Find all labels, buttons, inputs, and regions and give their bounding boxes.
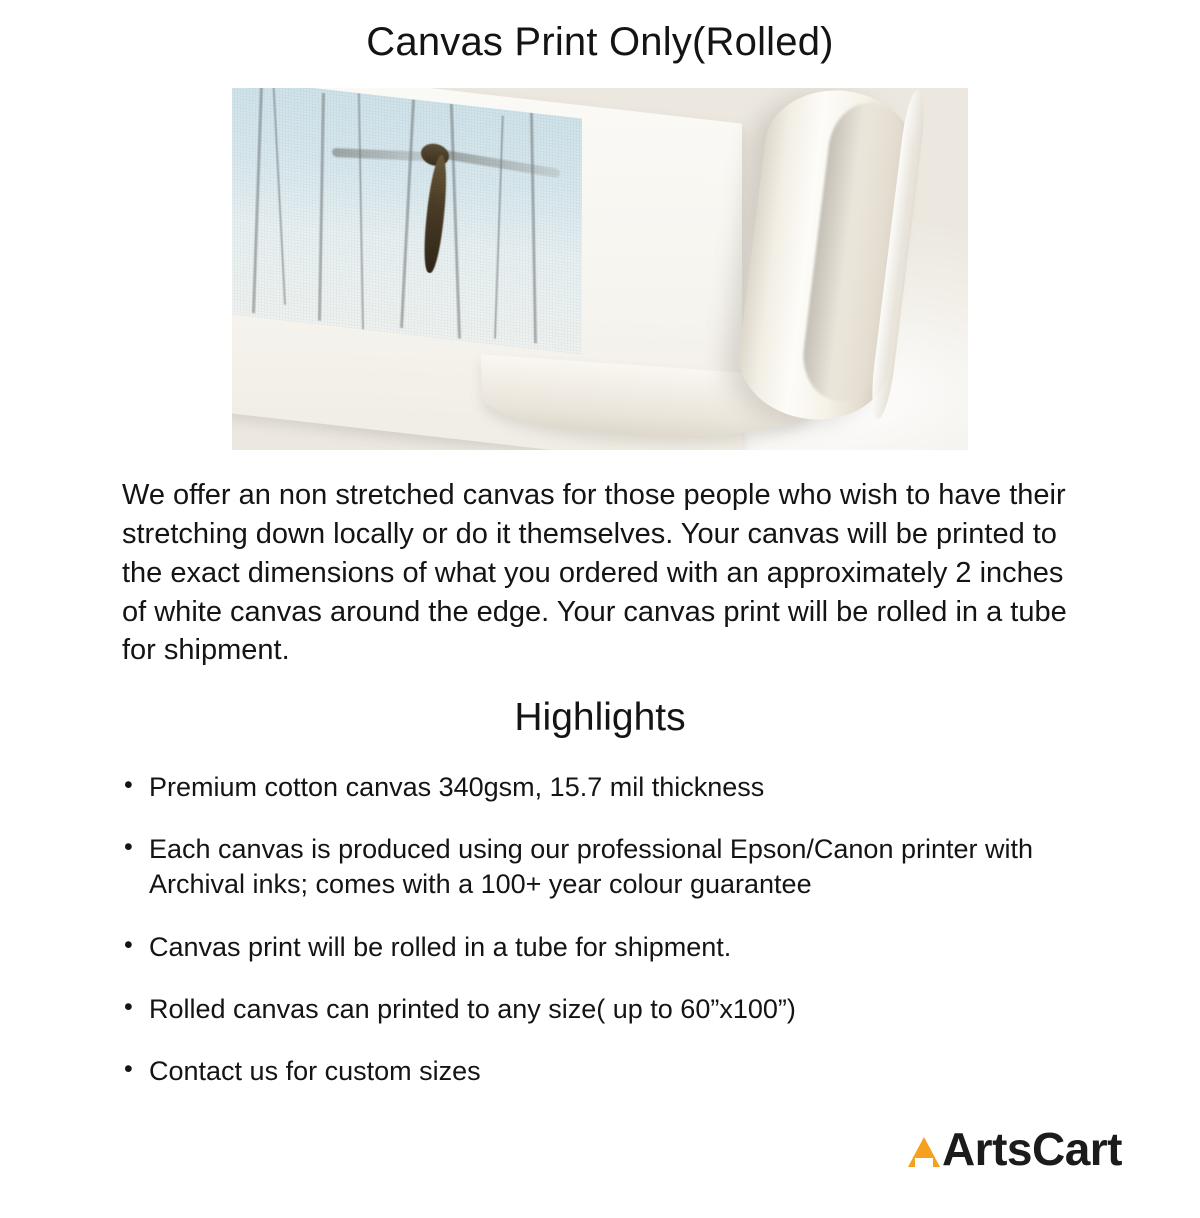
page-title: Canvas Print Only(Rolled): [366, 20, 834, 64]
reed-icon: [494, 115, 504, 338]
brand-logo: [908, 1122, 1122, 1176]
hero-product-image: [232, 88, 968, 450]
dragonfly-wing-icon: [332, 148, 442, 162]
photo-background: [232, 88, 968, 450]
highlights-heading: Highlights: [514, 696, 686, 740]
dragonfly-wing-icon: [440, 149, 560, 178]
triangle-mark-icon: [908, 1137, 940, 1167]
highlights-list: [122, 770, 1080, 1089]
list-item: • Rolled canvas can printed to any size( up to 60”x100”): [122, 992, 1080, 1027]
reed-icon: [450, 104, 461, 339]
dragonfly-head-icon: [421, 142, 449, 167]
list-item: • Each canvas is produced using our professional Epson/Canon printer with Archival inks; comes with a 100+ year colour guarantee: [122, 832, 1080, 902]
reed-icon: [530, 113, 537, 344]
reed-icon: [272, 88, 286, 305]
product-info-page: [0, 18, 1200, 1218]
product-description: We offer an non stretched canvas for those people who wish to have their stretching down locally or do it themselves. Your canvas will be printed to the exact dimensions of what you ordered with an approximately 2 inches of white canvas around the edge. Your canvas print will be rolled in a tube for shipment.: [122, 479, 1067, 667]
list-item: • Premium cotton canvas 340gsm, 15.7 mil thickness: [122, 770, 1080, 805]
dragonfly-body-icon: [421, 153, 450, 275]
brand-name: ArtsCart: [941, 1123, 1122, 1175]
reed-icon: [358, 93, 364, 330]
list-item: • Contact us for custom sizes: [122, 1054, 1080, 1089]
reed-icon: [252, 88, 263, 313]
reed-icon: [318, 93, 325, 321]
printed-artwork-area: [232, 88, 582, 355]
list-item: • Canvas print will be rolled in a tube for shipment.: [122, 930, 1080, 965]
reed-icon: [400, 99, 415, 328]
